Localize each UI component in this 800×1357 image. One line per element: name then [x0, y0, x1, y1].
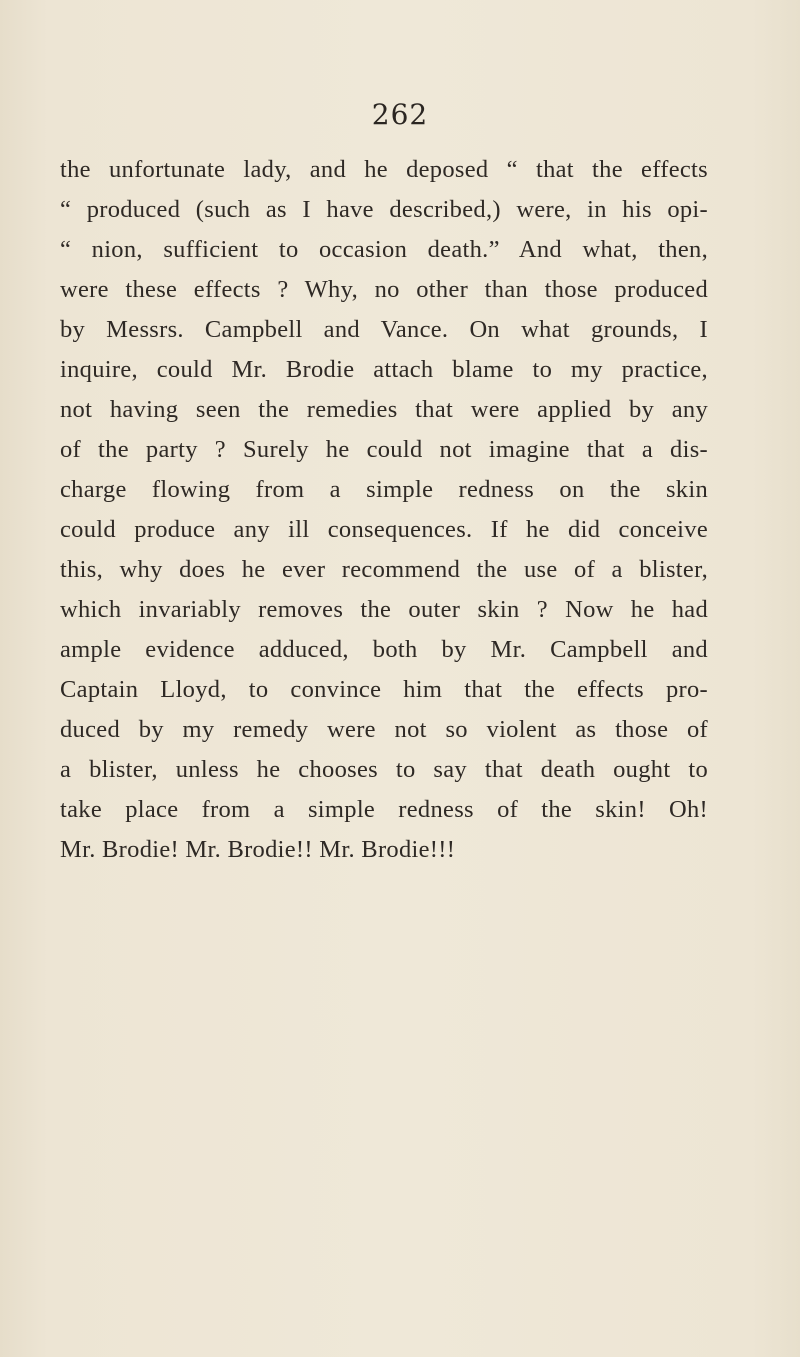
text-line: not having seen the remedies that were applied by any [60, 396, 708, 423]
text-line: could produce any ill consequences. If he did conceive [60, 516, 708, 543]
text-line: inquire, could Mr. Brodie attach blame to my practice, [60, 356, 708, 383]
text-line: “ nion, sufficient to occasion death.” And what, then, [60, 236, 708, 263]
body-text [60, 150, 708, 870]
text-line: charge flowing from a simple redness on the skin [60, 476, 708, 503]
text-line: take place from a simple redness of the skin! Oh! [60, 796, 708, 823]
text-line: which invariably removes the outer skin ? Now he had [60, 596, 708, 623]
text-line: duced by my remedy were not so violent as those of [60, 716, 708, 743]
text-line: Mr. Brodie! Mr. Brodie!! Mr. Brodie!!! [60, 836, 456, 863]
text-line: were these effects ? Why, no other than those produced [60, 276, 708, 303]
text-line: Captain Lloyd, to convince him that the effects pro- [60, 676, 708, 703]
text-line: ample evidence adduced, both by Mr. Campbell and [60, 636, 708, 663]
text-line: this, why does he ever recommend the use of a blister, [60, 556, 708, 583]
text-line: of the party ? Surely he could not imagine that a dis- [60, 436, 708, 463]
text-line: the unfortunate lady, and he deposed “ that the effects [60, 156, 708, 183]
text-line: a blister, unless he chooses to say that death ought to [60, 756, 708, 783]
text-line: “ produced (such as I have described,) were, in his opi- [60, 196, 708, 223]
page-number: 262 [371, 98, 429, 131]
text-line: by Messrs. Campbell and Vance. On what grounds, I [60, 316, 708, 343]
